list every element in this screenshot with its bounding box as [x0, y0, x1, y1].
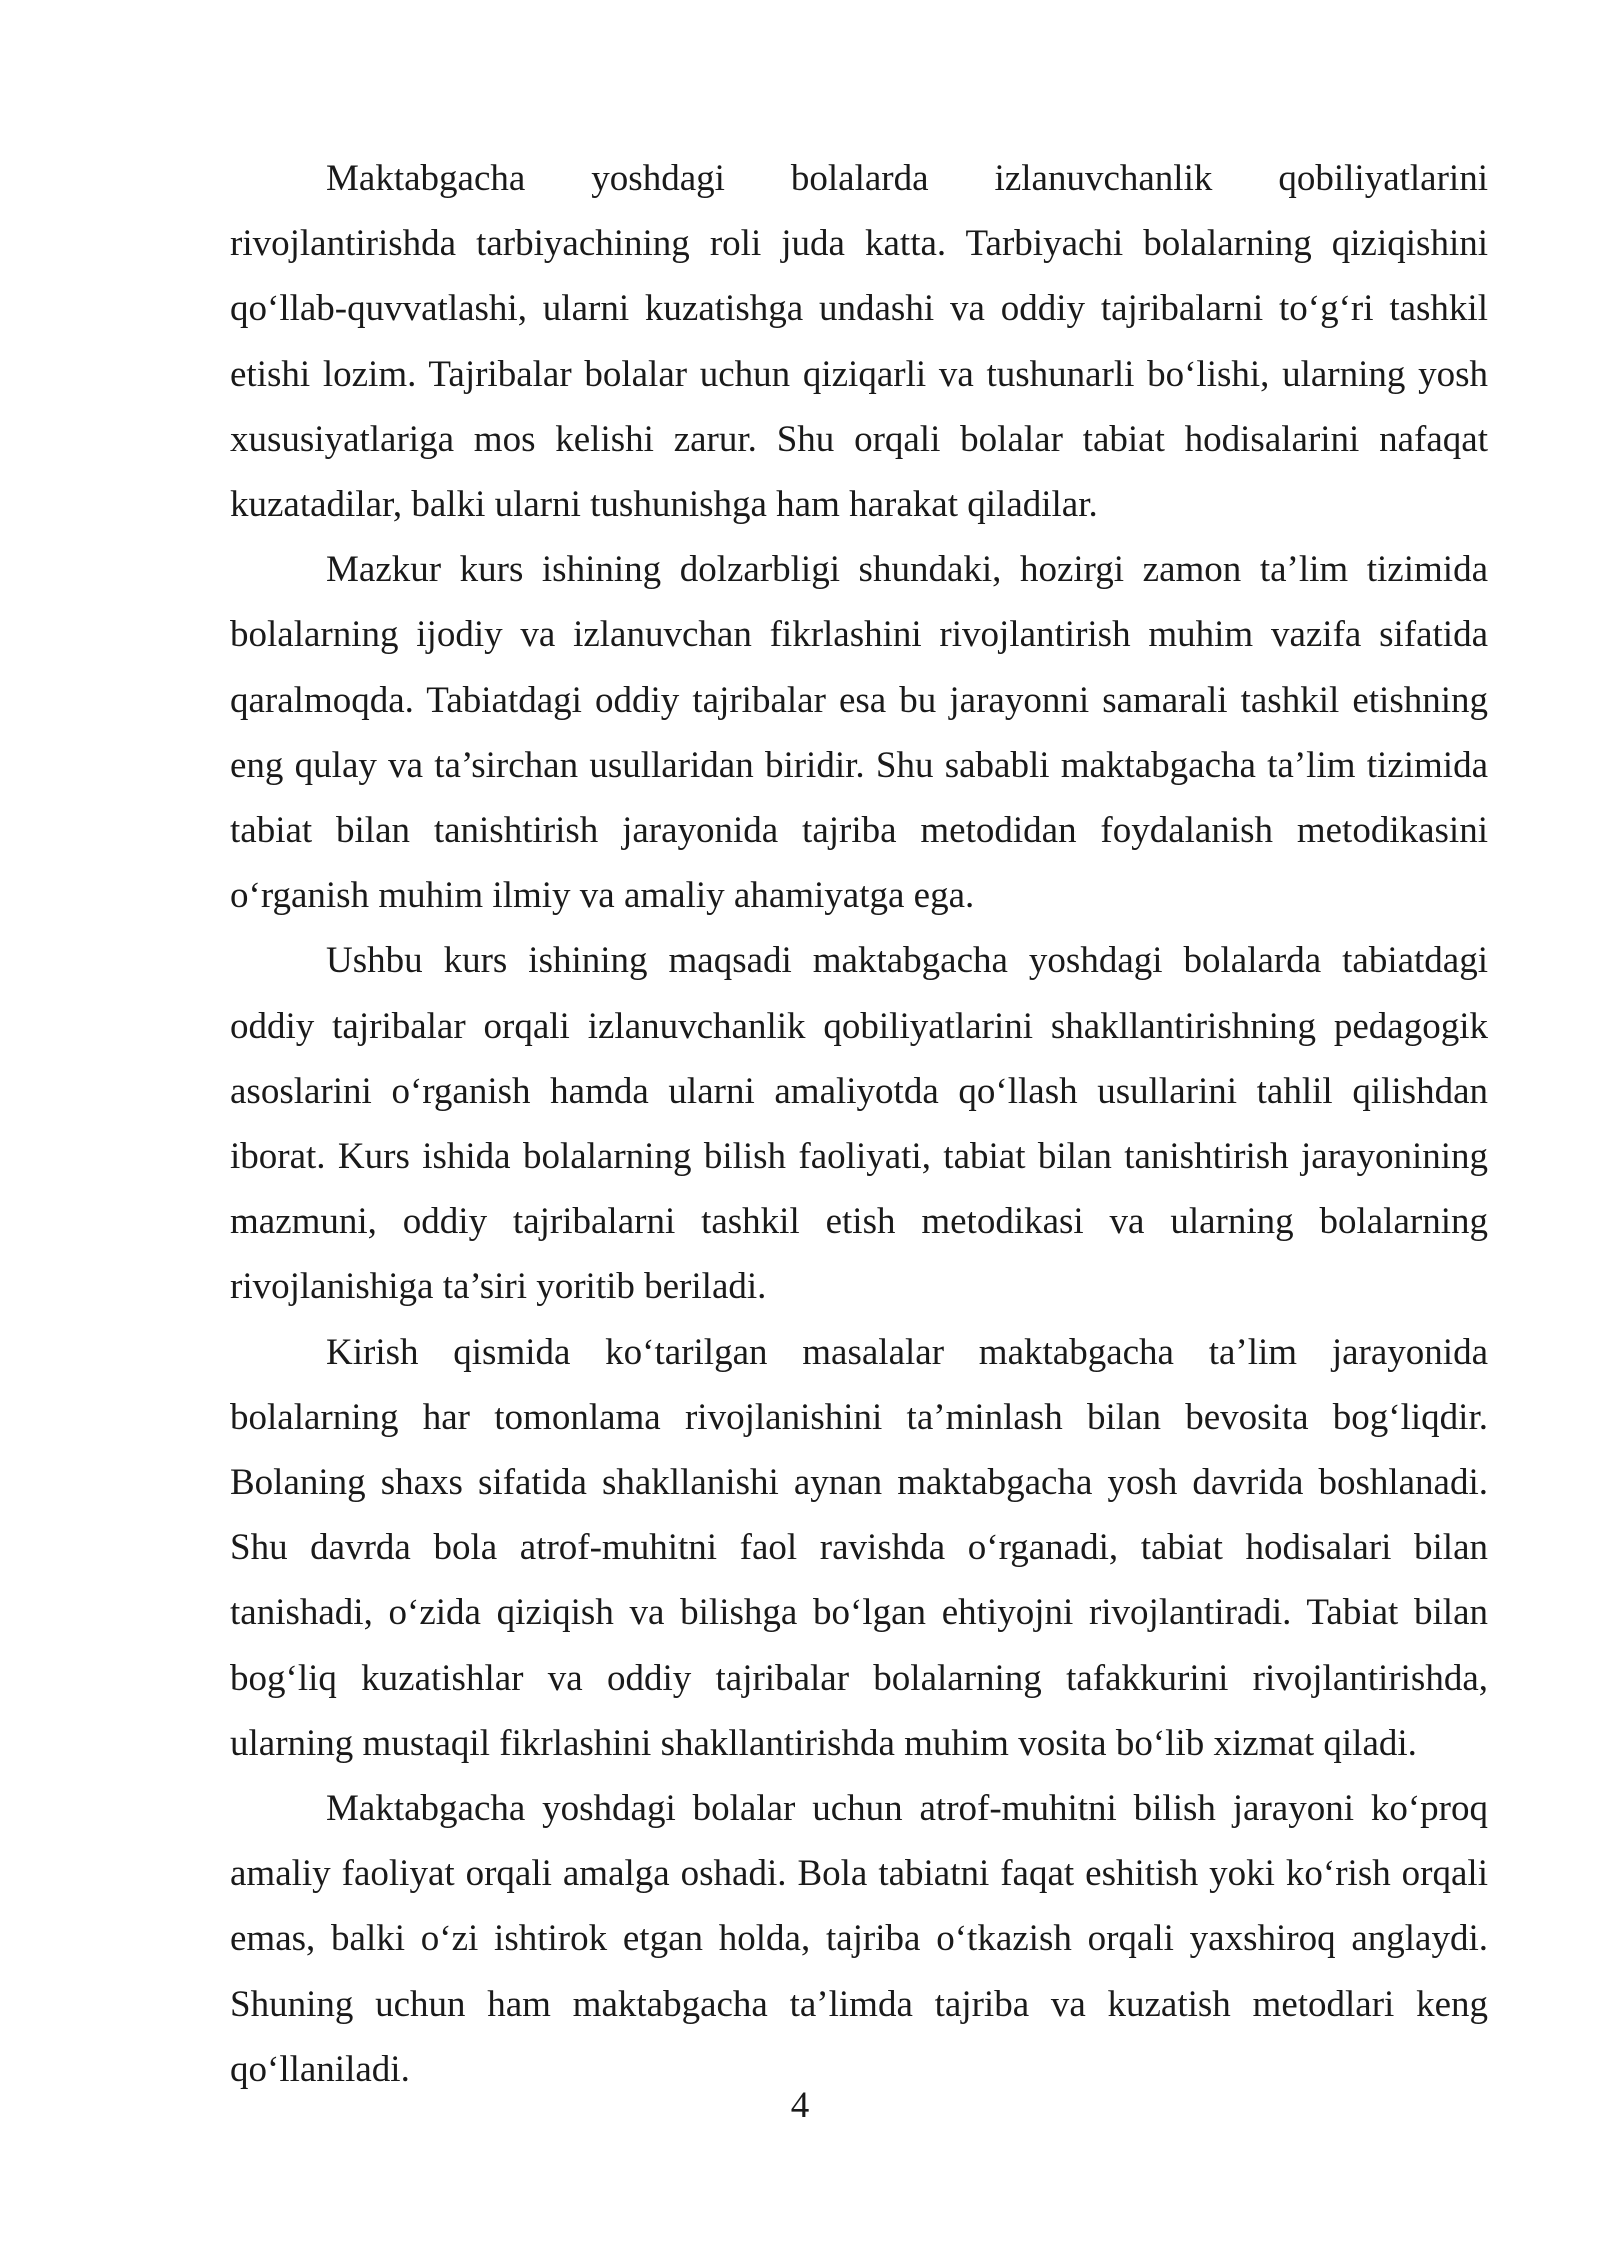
paragraph-teacher-role: Maktabgacha yoshdagi bolalarda izlanuvchanlik qobiliyatlarini rivojlantirishda tarbiyachining roli juda katta. Tarbiyachi bolalarning qiziqishini qo‘llab-quvvatlashi, ularni kuzatishga undashi va oddiy tajribalarni to‘g‘ri tashkil etishi lozim. Tajribalar bolalar uchun qiziqarli va tushunarli bo‘lishi, ularning yosh xususiyatlariga mos kelishi zarur. Shu orqali bolalar tabiat hodisalarini nafaqat kuzatadilar, balki ularni tushunishga ham harakat qiladilar. — [230, 158, 1488, 526]
paragraph-relevance: Mazkur kurs ishining dolzarbligi shundaki, hozirgi zamon ta’lim tizimida bolalarning ijodiy va izlanuvchan fikrlashini rivojlantirish muhim vazifa sifatida qaralmoqda. Tabiatdagi oddiy tajribalar esa bu jarayonni samarali tashkil etishning eng qulay va ta’sirchan usullaridan biridir. Shu sababli maktabgacha ta’lim tizimida tabiat bilan tanishtirish jarayonida tajriba metodidan foydalanish metodikasini o‘rganish muhim ilmiy va amaliy ahamiyatga ega. — [230, 549, 1488, 917]
paragraph-introduction-issues: Kirish qismida ko‘tarilgan masalalar maktabgacha ta’lim jarayonida bolalarning har tomonlama rivojlanishini ta’minlash bilan bevosita bog‘liqdir. Bolaning shaxs sifatida shakllanishi aynan maktabgacha yosh davrida boshlanadi. Shu davrda bola atrof-muhitni faol ravishda o‘rganadi, tabiat hodisalari bilan tanishadi, o‘zida qiziqish va bilishga bo‘lgan ehtiyojni rivojlantiradi. Tabiat bilan bog‘liq kuzatishlar va oddiy tajribalar bolalarning tafakkurini rivojlantirishda, ularning mustaqil fikrlashini shakllantirishda muhim vosita bo‘lib xizmat qiladi. — [230, 1331, 1488, 1764]
page-number: 4 — [790, 2085, 810, 2126]
document-body — [230, 146, 1488, 2102]
paragraph-practical-activity: Maktabgacha yoshdagi bolalar uchun atrof-muhitni bilish jarayoni ko‘proq amaliy faoliyat orqali amalga oshadi. Bola tabiatni faqat eshitish yoki ko‘rish orqali emas, balki o‘zi ishtirok etgan holda, tajriba o‘tkazish orqali yaxshiroq anglaydi. Shuning uchun ham maktabgacha ta’limda tajriba va kuzatish metodlari keng qo‘llaniladi. — [230, 1788, 1488, 2090]
paragraph-purpose: Ushbu kurs ishining maqsadi maktabgacha yoshdagi bolalarda tabiatdagi oddiy tajribalar orqali izlanuvchanlik qobiliyatlarini shakllantirishning pedagogik asoslarini o‘rganish hamda ularni amaliyotda qo‘llash usullarini tahlil qilishdan iborat. Kurs ishida bolalarning bilish faoliyati, tabiat bilan tanishtirish jarayonining mazmuni, oddiy tajribalarni tashkil etish metodikasi va ularning bolalarning rivojlanishiga ta’siri yoritib beriladi. — [230, 940, 1488, 1308]
